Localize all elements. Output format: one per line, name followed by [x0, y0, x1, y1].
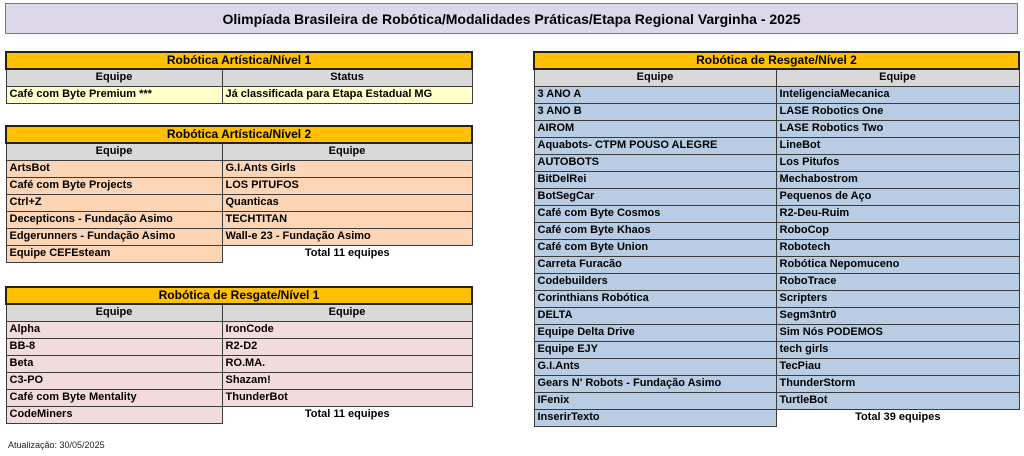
team-cell: InserirTexto: [534, 409, 776, 426]
team-cell: Scripters: [776, 290, 1019, 307]
team-cell: Ctrl+Z: [6, 194, 222, 211]
update-date: Atualização: 30/05/2025: [8, 440, 105, 450]
page-title: Olimpíada Brasileira de Robótica/Modalidades Práticas/Etapa Regional Varginha - 2025: [5, 3, 1018, 34]
table-row: [534, 290, 1019, 307]
table-row: [534, 307, 1019, 324]
table-artistica-nivel-1: [5, 51, 473, 104]
table-row: [6, 160, 472, 177]
team-cell: Café com Byte Union: [534, 239, 776, 256]
team-cell: IronCode: [222, 321, 472, 338]
table-row: [6, 245, 472, 262]
section-header: Robótica de Resgate/Nível 1: [6, 287, 472, 304]
team-cell: tech girls: [776, 341, 1019, 358]
team-cell: InteligenciaMecanica: [776, 86, 1019, 103]
table-row: [534, 375, 1019, 392]
table-row: [534, 256, 1019, 273]
team-cell: Carreta Furacão: [534, 256, 776, 273]
team-cell: Café com Byte Premium ***: [6, 86, 222, 103]
table-row: [6, 194, 472, 211]
team-cell: Edgerunners - Fundação Asimo: [6, 228, 222, 245]
team-cell: LineBot: [776, 137, 1019, 154]
team-cell: G.I.Ants: [534, 358, 776, 375]
table-row: [534, 103, 1019, 120]
column-header: Status: [222, 69, 472, 86]
team-cell: Gears N' Robots - Fundação Asimo: [534, 375, 776, 392]
team-cell: RO.MA.: [222, 355, 472, 372]
team-cell: Equipe CEFEsteam: [6, 245, 222, 262]
team-cell: Aquabots- CTPM POUSO ALEGRE: [534, 137, 776, 154]
team-cell: Quanticas: [222, 194, 472, 211]
team-cell: BB-8: [6, 338, 222, 355]
table-row: [534, 273, 1019, 290]
team-cell: Sim Nós PODEMOS: [776, 324, 1019, 341]
status-cell: Já classificada para Etapa Estadual MG: [222, 86, 472, 103]
team-cell: Café com Byte Cosmos: [534, 205, 776, 222]
team-cell: Decepticons - Fundação Asimo: [6, 211, 222, 228]
table-row: [534, 222, 1019, 239]
team-cell: Café com Byte Mentality: [6, 389, 222, 406]
team-cell: C3-PO: [6, 372, 222, 389]
section-header: Robótica Artística/Nível 2: [6, 126, 472, 143]
team-cell: AUTOBOTS: [534, 154, 776, 171]
team-cell: 3 ANO A: [534, 86, 776, 103]
team-cell: TurtleBot: [776, 392, 1019, 409]
table-row: [6, 355, 472, 372]
table-artistica-nivel-2: [5, 125, 473, 263]
team-cell: Corinthians Robótica: [534, 290, 776, 307]
team-cell: ArtsBot: [6, 160, 222, 177]
team-cell: RoboTrace: [776, 273, 1019, 290]
team-cell: R2-D2: [222, 338, 472, 355]
total-count: Total 39 equipes: [855, 411, 941, 424]
section-header: Robótica Artística/Nível 1: [6, 52, 472, 69]
team-cell: Equipe EJY: [534, 341, 776, 358]
team-cell: BotSegCar: [534, 188, 776, 205]
column-header: Equipe: [776, 69, 1019, 86]
team-cell: ThunderBot: [222, 389, 472, 406]
table-row: [534, 86, 1019, 103]
table-resgate-nivel-2: [533, 51, 1020, 427]
team-cell: Café com Byte Projects: [6, 177, 222, 194]
team-cell: Pequenos de Aço: [776, 188, 1019, 205]
team-cell: LOS PITUFOS: [222, 177, 472, 194]
table-row: [534, 409, 1019, 426]
team-cell: AIROM: [534, 120, 776, 137]
team-cell: 3 ANO B: [534, 103, 776, 120]
team-cell: DELTA: [534, 307, 776, 324]
table-row: [534, 120, 1019, 137]
team-cell: CodeMiners: [6, 406, 222, 423]
team-cell: TECHTITAN: [222, 211, 472, 228]
team-cell: Alpha: [6, 321, 222, 338]
table-row: [6, 228, 472, 245]
table-row: [6, 177, 472, 194]
team-cell: Robotech: [776, 239, 1019, 256]
table-row: [534, 171, 1019, 188]
team-cell: G.I.Ants Girls: [222, 160, 472, 177]
table-row: [534, 239, 1019, 256]
column-header: Equipe: [222, 304, 472, 321]
table-resgate-nivel-1: [5, 286, 473, 424]
table-row: [6, 406, 472, 423]
team-cell: Los Pitufos: [776, 154, 1019, 171]
team-cell: IFenix: [534, 392, 776, 409]
table-row: [534, 341, 1019, 358]
team-cell: Café com Byte Khaos: [534, 222, 776, 239]
table-row: [6, 372, 472, 389]
table-row: [6, 211, 472, 228]
team-cell: Shazam!: [222, 372, 472, 389]
column-header: Equipe: [534, 69, 776, 86]
column-header: Equipe: [222, 143, 472, 160]
team-cell: Beta: [6, 355, 222, 372]
table-row: [534, 137, 1019, 154]
team-cell: BitDelRei: [534, 171, 776, 188]
table-row: [534, 154, 1019, 171]
section-header: Robótica de Resgate/Nível 2: [534, 52, 1019, 69]
total-count: Total 11 equipes: [304, 247, 390, 260]
column-header: Equipe: [6, 69, 222, 86]
table-row: [6, 338, 472, 355]
team-cell: Robótica Nepomuceno: [776, 256, 1019, 273]
team-cell: RoboCop: [776, 222, 1019, 239]
table-row: [534, 358, 1019, 375]
total-count: Total 11 equipes: [304, 408, 390, 421]
table-row: [6, 86, 472, 103]
table-row: [534, 392, 1019, 409]
table-row: [534, 205, 1019, 222]
column-header: Equipe: [6, 304, 222, 321]
table-row: [6, 321, 472, 338]
table-row: [534, 188, 1019, 205]
team-cell: LASE Robotics Two: [776, 120, 1019, 137]
team-cell: Wall-e 23 - Fundação Asimo: [222, 228, 472, 245]
team-cell: Segm3ntr0: [776, 307, 1019, 324]
table-row: [6, 389, 472, 406]
team-cell: LASE Robotics One: [776, 103, 1019, 120]
team-cell: Equipe Delta Drive: [534, 324, 776, 341]
team-cell: Mechabostrom: [776, 171, 1019, 188]
team-cell: TecPiau: [776, 358, 1019, 375]
team-cell: ThunderStorm: [776, 375, 1019, 392]
table-row: [534, 324, 1019, 341]
team-cell: R2-Deu-Ruim: [776, 205, 1019, 222]
team-cell: Codebuilders: [534, 273, 776, 290]
column-header: Equipe: [6, 143, 222, 160]
